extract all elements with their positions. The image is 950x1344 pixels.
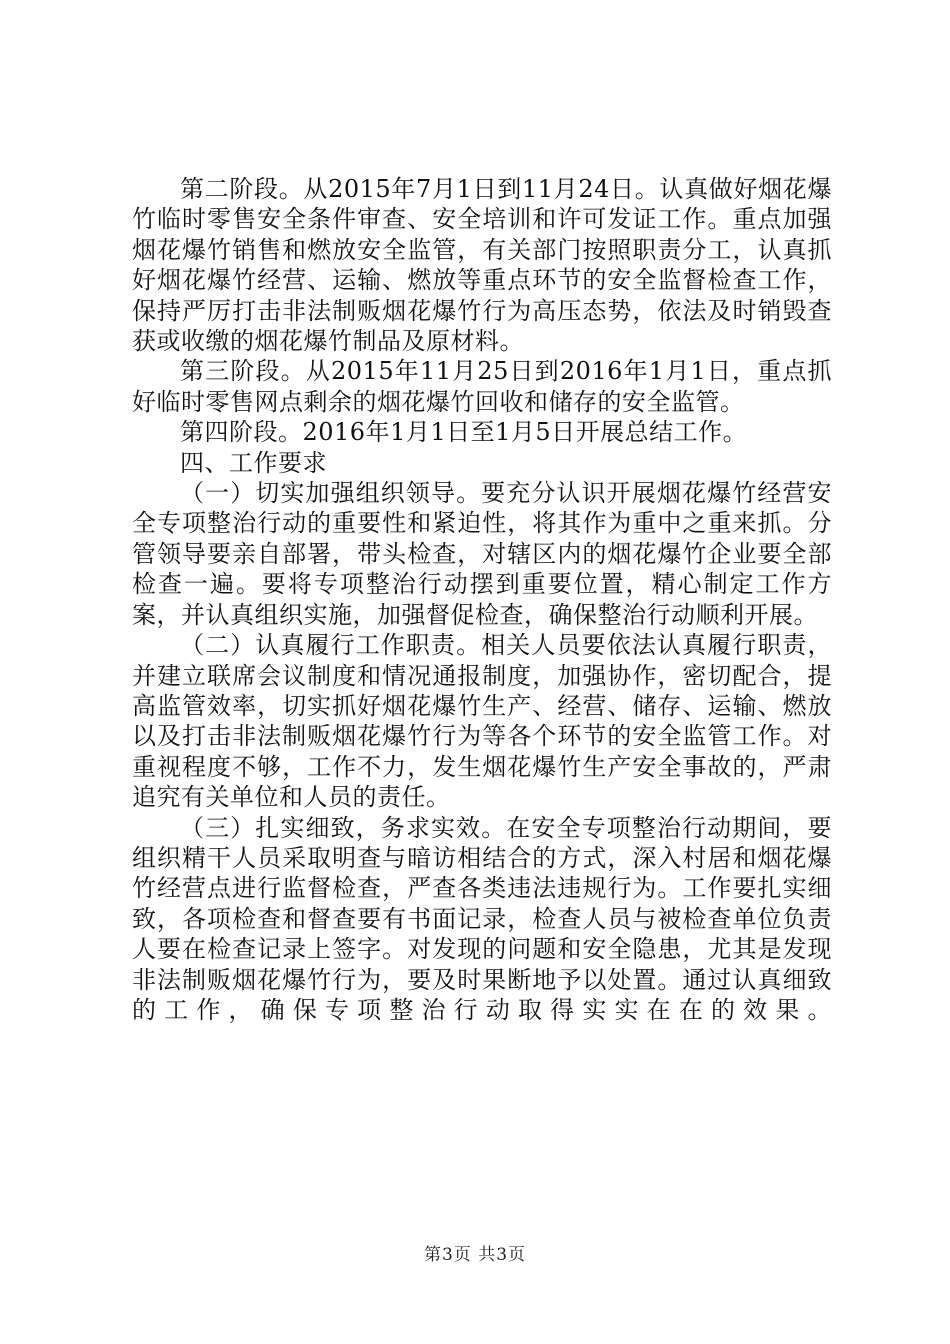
document-body [132, 174, 832, 1025]
paragraph-requirement-three: （三）扎实细致，务求实效。在安全专项整治行动期间，要组织精干人员采取明查与暗访相结合的方式，深入村居和烟花爆竹经营点进行监督检查，严查各类违法违规行为。工作要扎实细致，各项检查和督查要有书面记录，检查人员与被检查单位负责人要在检查记录上签字。对发现的问题和安全隐患，尤其是发现非法制贩烟花爆竹行为，要及时果断地予以处置。通过认真细致的工作，确保专项整治行动取得实实在在的效果。 [132, 813, 832, 1024]
paragraph-stage-two: 第二阶段。从2015年7月1日到11月24日。认真做好烟花爆竹临时零售安全条件审查、安全培训和许可发证工作。重点加强烟花爆竹销售和燃放安全监管，有关部门按照职责分工，认真抓好烟花爆竹经营、运输、燃放等重点环节的安全监督检查工作，保持严厉打击非法制贩烟花爆竹行为高压态势，依法及时销毁查获或收缴的烟花爆竹制品及原材料。 [132, 175, 832, 356]
paragraph-stage-three: 第三阶段。从2015年11月25日到2016年1月1日，重点抓好临时零售网点剩余的烟花爆竹回收和储存的安全监管。 [132, 357, 832, 416]
paragraph-requirement-two: （二）认真履行工作职责。相关人员要依法认真履行职责，并建立联席会议制度和情况通报制度，加强协作，密切配合，提高监管效率，切实抓好烟花爆竹生产、经营、储存、运输、燃放以及打击非法制贩烟花爆竹行为等各个环节的安全监管工作。对重视程度不够，工作不力，发生烟花爆竹生产安全事故的，严肃追究有关单位和人员的责任。 [132, 631, 832, 812]
paragraph-requirement-one: （一）切实加强组织领导。要充分认识开展烟花爆竹经营安全专项整治行动的重要性和紧迫性，将其作为重中之重来抓。分管领导要亲自部署，带头检查，对辖区内的烟花爆竹企业要全部检查一遍。要将专项整治行动摆到重要位置，精心制定工作方案，并认真组织实施，加强督促检查，确保整治行动顺利开展。 [132, 479, 832, 629]
section-heading-requirements: 四、工作要求 [180, 448, 327, 477]
page-number-footer: 第3页 共3页 [423, 1245, 527, 1265]
paragraph-stage-four: 第四阶段。2016年1月1日至1月5日开展总结工作。 [180, 418, 748, 447]
